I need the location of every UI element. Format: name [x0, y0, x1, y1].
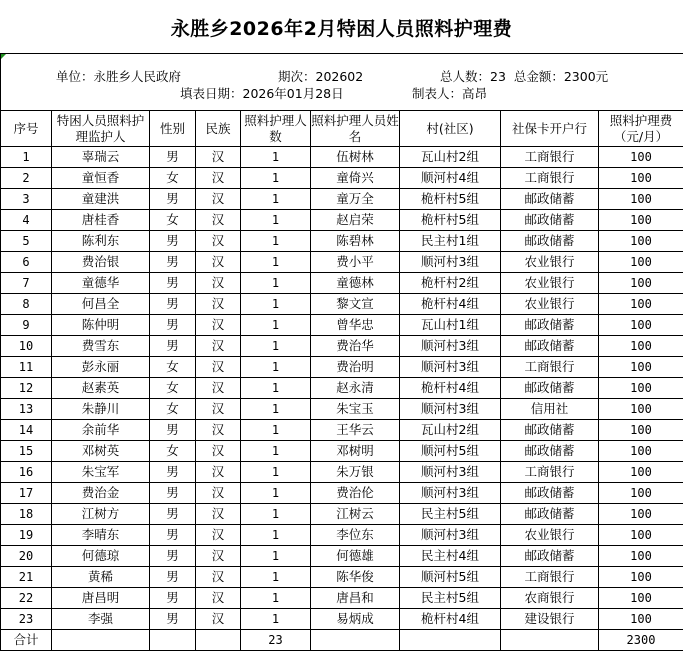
cell-village[interactable]: 顺河村5组 [400, 441, 501, 462]
cell-care-count[interactable]: 1 [241, 273, 311, 294]
cell-bank[interactable]: 工商银行 [501, 462, 599, 483]
cell-fee[interactable]: 100 [599, 168, 683, 189]
cell-fee[interactable]: 100 [599, 189, 683, 210]
cell-village[interactable]: 民主村4组 [400, 546, 501, 567]
table-row [1, 546, 683, 567]
period-label: 期次：202602 [278, 67, 363, 85]
cell-guardian[interactable]: 童建洪 [52, 189, 150, 210]
cell-village[interactable]: 瓦山村2组 [400, 420, 501, 441]
cell-fee[interactable]: 100 [599, 273, 683, 294]
cell-caregiver-name[interactable]: 费治伦 [311, 483, 400, 504]
cell-ethnicity[interactable]: 汉 [196, 252, 241, 273]
cell-caregiver-name[interactable]: 费小平 [311, 252, 400, 273]
table-row [1, 273, 683, 294]
cell-guardian[interactable]: 费治金 [52, 483, 150, 504]
cell-bank[interactable]: 工商银行 [501, 357, 599, 378]
cell-caregiver-name[interactable]: 何德雄 [311, 546, 400, 567]
cell-ethnicity[interactable]: 汉 [196, 609, 241, 630]
cell-seq[interactable]: 9 [1, 315, 52, 336]
cell-ethnicity[interactable]: 汉 [196, 147, 241, 168]
cell-guardian[interactable]: 唐昌明 [52, 588, 150, 609]
cell-gender[interactable]: 男 [150, 252, 196, 273]
table-row [1, 399, 683, 420]
cell-fee[interactable]: 100 [599, 567, 683, 588]
cell-gender[interactable]: 男 [150, 294, 196, 315]
column-header-fee[interactable]: 照料护理费（元/月） [599, 111, 683, 147]
cell-ethnicity[interactable]: 汉 [196, 483, 241, 504]
cell-ethnicity[interactable]: 汉 [196, 357, 241, 378]
cell-seq[interactable]: 4 [1, 210, 52, 231]
cell-care-count[interactable]: 1 [241, 420, 311, 441]
cell-seq[interactable]: 11 [1, 357, 52, 378]
cell-bank[interactable]: 邮政储蓄 [501, 315, 599, 336]
cell-care-count[interactable]: 1 [241, 294, 311, 315]
cell-village[interactable]: 瓦山村1组 [400, 315, 501, 336]
cell-gender[interactable]: 男 [150, 609, 196, 630]
cell-guardian[interactable]: 童德华 [52, 273, 150, 294]
preparer-label: 制表人：高昂 [412, 84, 487, 102]
cell-fee[interactable]: 100 [599, 336, 683, 357]
column-header-guardian[interactable]: 特困人员照料护理监护人 [52, 111, 150, 147]
cell-caregiver-name[interactable]: 费治明 [311, 357, 400, 378]
cell-fee[interactable]: 100 [599, 546, 683, 567]
cell-seq[interactable]: 5 [1, 231, 52, 252]
table-row [1, 189, 683, 210]
cell-care-count[interactable]: 1 [241, 336, 311, 357]
table-row [1, 462, 683, 483]
cell-ethnicity[interactable]: 汉 [196, 294, 241, 315]
cell-caregiver-name[interactable]: 陈华俊 [311, 567, 400, 588]
cell-guardian[interactable]: 余前华 [52, 420, 150, 441]
cell-seq[interactable]: 19 [1, 525, 52, 546]
cell-ethnicity[interactable]: 汉 [196, 336, 241, 357]
total-row [1, 630, 683, 651]
cell-bank[interactable]: 邮政储蓄 [501, 189, 599, 210]
total-cell-fee[interactable]: 2300 [599, 630, 683, 651]
cell-seq[interactable]: 13 [1, 399, 52, 420]
cell-bank[interactable]: 邮政储蓄 [501, 336, 599, 357]
cell-ethnicity[interactable]: 汉 [196, 378, 241, 399]
cell-gender[interactable]: 女 [150, 378, 196, 399]
cell-ethnicity[interactable]: 汉 [196, 567, 241, 588]
table-header-row [1, 111, 683, 147]
cell-caregiver-name[interactable]: 童倚兴 [311, 168, 400, 189]
cell-seq[interactable]: 3 [1, 189, 52, 210]
column-header-seq[interactable]: 序号 [1, 111, 52, 147]
total-cell-guardian[interactable] [52, 630, 150, 651]
cell-gender[interactable]: 男 [150, 567, 196, 588]
cell-fee[interactable]: 100 [599, 357, 683, 378]
total-cell-bank[interactable] [501, 630, 599, 651]
cell-seq[interactable]: 22 [1, 588, 52, 609]
cell-fee[interactable]: 100 [599, 441, 683, 462]
cell-fee[interactable]: 100 [599, 483, 683, 504]
cell-seq[interactable]: 14 [1, 420, 52, 441]
cell-guardian[interactable]: 赵素英 [52, 378, 150, 399]
cell-village[interactable]: 桅杆村4组 [400, 609, 501, 630]
column-header-village[interactable]: 村(社区) [400, 111, 501, 147]
cell-care-count[interactable]: 1 [241, 378, 311, 399]
cell-seq[interactable]: 12 [1, 378, 52, 399]
cell-guardian[interactable]: 邓树英 [52, 441, 150, 462]
cell-care-count[interactable]: 1 [241, 231, 311, 252]
cell-fee[interactable]: 100 [599, 399, 683, 420]
cell-ethnicity[interactable]: 汉 [196, 546, 241, 567]
cell-village[interactable]: 民主村5组 [400, 588, 501, 609]
cell-caregiver-name[interactable]: 王华云 [311, 420, 400, 441]
cell-ethnicity[interactable]: 汉 [196, 504, 241, 525]
table-row [1, 609, 683, 630]
cell-bank[interactable]: 邮政储蓄 [501, 546, 599, 567]
cell-guardian[interactable]: 陈利东 [52, 231, 150, 252]
cell-village[interactable]: 顺河村3组 [400, 525, 501, 546]
column-header-caregiver-name[interactable]: 照料护理人员姓名 [311, 111, 400, 147]
cell-village[interactable]: 桅杆村4组 [400, 294, 501, 315]
table-row [1, 378, 683, 399]
table-row [1, 336, 683, 357]
cell-gender[interactable]: 女 [150, 168, 196, 189]
cell-guardian[interactable]: 朱宝军 [52, 462, 150, 483]
total-cell-seq[interactable]: 合计 [1, 630, 52, 651]
cell-care-count[interactable]: 1 [241, 504, 311, 525]
cell-gender[interactable]: 男 [150, 231, 196, 252]
cell-caregiver-name[interactable]: 朱万银 [311, 462, 400, 483]
cell-care-count[interactable]: 1 [241, 168, 311, 189]
cell-bank[interactable]: 农业银行 [501, 294, 599, 315]
cell-care-count[interactable]: 1 [241, 525, 311, 546]
cell-seq[interactable]: 16 [1, 462, 52, 483]
cell-guardian[interactable]: 何德琼 [52, 546, 150, 567]
cell-care-count[interactable]: 1 [241, 399, 311, 420]
cell-caregiver-name[interactable]: 唐昌和 [311, 588, 400, 609]
cell-gender[interactable]: 男 [150, 147, 196, 168]
cell-bank[interactable]: 工商银行 [501, 147, 599, 168]
cell-village[interactable]: 顺河村3组 [400, 483, 501, 504]
total-cell-ethnicity[interactable] [196, 630, 241, 651]
cell-bank[interactable]: 邮政储蓄 [501, 420, 599, 441]
cell-village[interactable]: 桅杆村2组 [400, 273, 501, 294]
table-row [1, 525, 683, 546]
cell-ethnicity[interactable]: 汉 [196, 420, 241, 441]
cell-ethnicity[interactable]: 汉 [196, 399, 241, 420]
cell-care-count[interactable]: 1 [241, 252, 311, 273]
cell-guardian[interactable]: 费雪东 [52, 336, 150, 357]
cell-gender[interactable]: 男 [150, 336, 196, 357]
cell-guardian[interactable]: 何昌全 [52, 294, 150, 315]
cell-bank[interactable]: 农业银行 [501, 273, 599, 294]
table-row [1, 168, 683, 189]
cell-fee[interactable]: 100 [599, 462, 683, 483]
cell-ethnicity[interactable]: 汉 [196, 441, 241, 462]
cell-village[interactable]: 桅杆村5组 [400, 210, 501, 231]
cell-ethnicity[interactable]: 汉 [196, 525, 241, 546]
cell-gender[interactable]: 女 [150, 210, 196, 231]
cell-bank[interactable]: 农业银行 [501, 525, 599, 546]
cell-ethnicity[interactable]: 汉 [196, 315, 241, 336]
table-row [1, 210, 683, 231]
cell-caregiver-name[interactable]: 费治华 [311, 336, 400, 357]
cell-seq[interactable]: 2 [1, 168, 52, 189]
table-row [1, 441, 683, 462]
cell-guardian[interactable]: 辜瑞云 [52, 147, 150, 168]
cell-bank[interactable]: 信用社 [501, 399, 599, 420]
page-title: 永胜乡2026年2月特困人员照料护理费 [171, 14, 513, 41]
care-fee-table [0, 110, 683, 651]
cell-village[interactable]: 民主村5组 [400, 504, 501, 525]
cell-fee[interactable]: 100 [599, 525, 683, 546]
cell-guardian[interactable]: 彭永丽 [52, 357, 150, 378]
cell-guardian[interactable]: 唐桂香 [52, 210, 150, 231]
cell-seq[interactable]: 10 [1, 336, 52, 357]
cell-fee[interactable]: 100 [599, 210, 683, 231]
cell-care-count[interactable]: 1 [241, 546, 311, 567]
cell-gender[interactable]: 男 [150, 315, 196, 336]
cell-guardian[interactable]: 童恒香 [52, 168, 150, 189]
cell-care-count[interactable]: 1 [241, 441, 311, 462]
cell-bank[interactable]: 农业银行 [501, 252, 599, 273]
title-bar [0, 0, 683, 54]
table-row [1, 147, 683, 168]
total-cell-care-count[interactable]: 23 [241, 630, 311, 651]
cell-village[interactable]: 顺河村3组 [400, 357, 501, 378]
cell-gender[interactable]: 男 [150, 462, 196, 483]
cell-care-count[interactable]: 1 [241, 210, 311, 231]
cell-gender[interactable]: 男 [150, 588, 196, 609]
cell-bank[interactable]: 邮政储蓄 [501, 441, 599, 462]
cell-gender[interactable]: 男 [150, 483, 196, 504]
cell-gender[interactable]: 男 [150, 189, 196, 210]
cell-bank[interactable]: 邮政储蓄 [501, 504, 599, 525]
cell-village[interactable]: 顺河村4组 [400, 168, 501, 189]
table-row [1, 588, 683, 609]
cell-fee[interactable]: 100 [599, 588, 683, 609]
cell-seq[interactable]: 20 [1, 546, 52, 567]
cell-gender[interactable]: 男 [150, 504, 196, 525]
cell-ethnicity[interactable]: 汉 [196, 462, 241, 483]
cell-fee[interactable]: 100 [599, 504, 683, 525]
cell-bank[interactable]: 邮政储蓄 [501, 231, 599, 252]
cell-caregiver-name[interactable]: 曾华忠 [311, 315, 400, 336]
column-header-care-count[interactable]: 照料护理人数 [241, 111, 311, 147]
cell-guardian[interactable]: 江树方 [52, 504, 150, 525]
cell-care-count[interactable]: 1 [241, 588, 311, 609]
total-cell-village[interactable] [400, 630, 501, 651]
cell-caregiver-name[interactable]: 赵永清 [311, 378, 400, 399]
cell-caregiver-name[interactable]: 易炳成 [311, 609, 400, 630]
table-row [1, 315, 683, 336]
cell-guardian[interactable]: 朱静川 [52, 399, 150, 420]
cell-seq[interactable]: 15 [1, 441, 52, 462]
cell-bank[interactable]: 工商银行 [501, 168, 599, 189]
total-cell-gender[interactable] [150, 630, 196, 651]
cell-fee[interactable]: 100 [599, 231, 683, 252]
cell-care-count[interactable]: 1 [241, 147, 311, 168]
cell-seq[interactable]: 7 [1, 273, 52, 294]
table-row [1, 231, 683, 252]
cell-bank[interactable]: 农商银行 [501, 588, 599, 609]
cell-caregiver-name[interactable]: 童德林 [311, 273, 400, 294]
cell-care-count[interactable]: 1 [241, 462, 311, 483]
totals-label: 总人数：23 总金额：2300元 [440, 67, 608, 85]
cell-caregiver-name[interactable]: 江树云 [311, 504, 400, 525]
cell-gender[interactable]: 女 [150, 357, 196, 378]
column-header-bank[interactable]: 社保卡开户行 [501, 111, 599, 147]
cell-care-count[interactable]: 1 [241, 483, 311, 504]
cell-village[interactable]: 民主村1组 [400, 231, 501, 252]
cell-guardian[interactable]: 黄稀 [52, 567, 150, 588]
cell-village[interactable]: 顺河村3组 [400, 336, 501, 357]
cell-care-count[interactable]: 1 [241, 567, 311, 588]
cell-caregiver-name[interactable]: 黎文宣 [311, 294, 400, 315]
cell-caregiver-name[interactable]: 李位东 [311, 525, 400, 546]
table-row [1, 420, 683, 441]
cell-village[interactable]: 顺河村5组 [400, 567, 501, 588]
cell-fee[interactable]: 100 [599, 420, 683, 441]
cell-care-count[interactable]: 1 [241, 609, 311, 630]
table-row [1, 294, 683, 315]
cell-bank[interactable]: 邮政储蓄 [501, 483, 599, 504]
column-header-ethnicity[interactable]: 民族 [196, 111, 241, 147]
column-header-gender[interactable]: 性别 [150, 111, 196, 147]
cell-fee[interactable]: 100 [599, 147, 683, 168]
cell-caregiver-name[interactable]: 陈碧林 [311, 231, 400, 252]
cell-bank[interactable]: 建设银行 [501, 609, 599, 630]
cell-caregiver-name[interactable]: 伍树林 [311, 147, 400, 168]
cell-guardian[interactable]: 李强 [52, 609, 150, 630]
table-row [1, 567, 683, 588]
cell-gender[interactable]: 男 [150, 546, 196, 567]
cell-care-count[interactable]: 1 [241, 357, 311, 378]
table-row [1, 504, 683, 525]
cell-caregiver-name[interactable]: 朱宝玉 [311, 399, 400, 420]
cell-ethnicity[interactable]: 汉 [196, 588, 241, 609]
cell-guardian[interactable]: 李晴东 [52, 525, 150, 546]
cell-bank[interactable]: 邮政储蓄 [501, 378, 599, 399]
cell-ethnicity[interactable]: 汉 [196, 231, 241, 252]
cell-ethnicity[interactable]: 汉 [196, 168, 241, 189]
cell-seq[interactable]: 18 [1, 504, 52, 525]
table-row [1, 357, 683, 378]
cell-village[interactable]: 顺河村3组 [400, 252, 501, 273]
cell-village[interactable]: 桅杆村5组 [400, 189, 501, 210]
cell-ethnicity[interactable]: 汉 [196, 210, 241, 231]
cell-caregiver-name[interactable]: 童万全 [311, 189, 400, 210]
cell-care-count[interactable]: 1 [241, 189, 311, 210]
unit-label: 单位：永胜乡人民政府 [56, 67, 181, 85]
cell-village[interactable]: 瓦山村2组 [400, 147, 501, 168]
cell-village[interactable]: 顺河村3组 [400, 399, 501, 420]
total-cell-caregiver-name[interactable] [311, 630, 400, 651]
table-body [1, 147, 683, 651]
fill-date-label: 填表日期：2026年01月28日 [180, 84, 344, 102]
cell-fee[interactable]: 100 [599, 315, 683, 336]
cell-fee[interactable]: 100 [599, 294, 683, 315]
cell-seq[interactable]: 23 [1, 609, 52, 630]
cell-gender[interactable]: 男 [150, 525, 196, 546]
cell-guardian[interactable]: 陈仲明 [52, 315, 150, 336]
cell-village[interactable]: 顺河村3组 [400, 462, 501, 483]
cell-gender[interactable]: 男 [150, 273, 196, 294]
cell-gender[interactable]: 女 [150, 441, 196, 462]
cell-guardian[interactable]: 费治银 [52, 252, 150, 273]
cell-caregiver-name[interactable]: 赵启荣 [311, 210, 400, 231]
cell-village[interactable]: 桅杆村4组 [400, 378, 501, 399]
info-section [0, 53, 683, 110]
table-row [1, 483, 683, 504]
cell-bank[interactable]: 邮政储蓄 [501, 210, 599, 231]
cell-seq[interactable]: 1 [1, 147, 52, 168]
cell-seq[interactable]: 21 [1, 567, 52, 588]
cell-seq[interactable]: 17 [1, 483, 52, 504]
cell-fee[interactable]: 100 [599, 609, 683, 630]
cell-seq[interactable]: 6 [1, 252, 52, 273]
cell-seq[interactable]: 8 [1, 294, 52, 315]
cell-care-count[interactable]: 1 [241, 315, 311, 336]
cell-caregiver-name[interactable]: 邓树明 [311, 441, 400, 462]
table-row [1, 252, 683, 273]
cell-gender[interactable]: 男 [150, 420, 196, 441]
cell-fee[interactable]: 100 [599, 378, 683, 399]
cell-gender[interactable]: 女 [150, 399, 196, 420]
cell-ethnicity[interactable]: 汉 [196, 189, 241, 210]
cell-fee[interactable]: 100 [599, 252, 683, 273]
cell-ethnicity[interactable]: 汉 [196, 273, 241, 294]
cell-bank[interactable]: 工商银行 [501, 567, 599, 588]
